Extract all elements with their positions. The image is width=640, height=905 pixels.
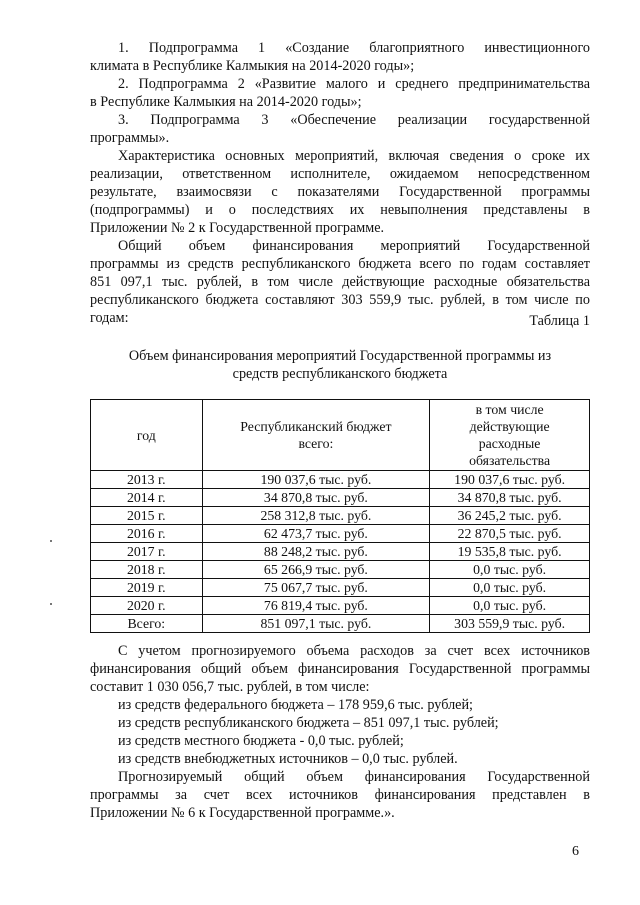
source-local: из средств местного бюджета - 0,0 тыс. рублей; bbox=[118, 733, 404, 749]
financing-table bbox=[90, 399, 590, 633]
total-line1: Общий объем финансирования мероприятий Государственной bbox=[118, 238, 590, 254]
table-row bbox=[91, 561, 590, 579]
total-line2: программы из средств республиканского бюджета всего по годам составляет bbox=[90, 256, 590, 272]
cell-year: 2020 г. bbox=[91, 597, 203, 615]
table-row bbox=[91, 579, 590, 597]
header-budget: Республиканский бюджет всего: bbox=[202, 400, 430, 471]
characteristic-line4: (подпрограммы) и о последствиях их невыполнения представлены в bbox=[90, 202, 590, 218]
page-number: 6 bbox=[572, 844, 579, 859]
table-row bbox=[91, 489, 590, 507]
characteristic-line3: результате, взаимосвязи с показателями Государственной программы bbox=[90, 184, 590, 200]
forecast-line2: финансирования общий объем финансирования Государственной программы bbox=[90, 661, 590, 677]
cell-budget: 190 037,6 тыс. руб. bbox=[202, 471, 430, 489]
cell-year: 2013 г. bbox=[91, 471, 203, 489]
source-republic: из средств республиканского бюджета – 851 097,1 тыс. рублей; bbox=[118, 715, 499, 731]
forecast-line3: составит 1 030 056,7 тыс. рублей, в том числе: bbox=[90, 679, 370, 695]
table-caption-line1: Объем финансирования мероприятий Государственной программы из bbox=[128, 348, 552, 364]
table-row bbox=[91, 597, 590, 615]
scan-mark bbox=[50, 540, 52, 542]
cell-obligations: 36 245,2 тыс. руб. bbox=[430, 507, 590, 525]
subprogram-1-line2: климата в Республике Калмыкия на 2014-2020 годы»; bbox=[90, 58, 415, 74]
closing-line3: Приложении № 6 к Государственной программе.». bbox=[90, 805, 395, 821]
characteristic-line1: Характеристика основных мероприятий, включая сведения о сроке их bbox=[118, 148, 590, 164]
cell-budget: 65 266,9 тыс. руб. bbox=[202, 561, 430, 579]
table-row bbox=[91, 471, 590, 489]
table-row bbox=[91, 615, 590, 633]
cell-year: Всего: bbox=[91, 615, 203, 633]
characteristic-line5: Приложении № 2 к Государственной программе. bbox=[90, 220, 385, 236]
table-label: Таблица 1 bbox=[529, 313, 590, 329]
cell-year: 2015 г. bbox=[91, 507, 203, 525]
header-obligations: в том числе действующие расходные обязательства bbox=[430, 400, 590, 471]
table-caption-line2: средств республиканского бюджета bbox=[232, 366, 448, 382]
cell-obligations: 303 559,9 тыс. руб. bbox=[430, 615, 590, 633]
subprogram-3-line1: 3. Подпрограмма 3 «Обеспечение реализации государственной bbox=[118, 112, 590, 128]
forecast-line1: С учетом прогнозируемого объема расходов за счет всех источников bbox=[118, 643, 590, 659]
cell-budget: 851 097,1 тыс. руб. bbox=[202, 615, 430, 633]
cell-obligations: 34 870,8 тыс. руб. bbox=[430, 489, 590, 507]
total-line5: годам: bbox=[90, 310, 129, 326]
cell-year: 2016 г. bbox=[91, 525, 203, 543]
cell-obligations: 190 037,6 тыс. руб. bbox=[430, 471, 590, 489]
cell-obligations: 0,0 тыс. руб. bbox=[430, 597, 590, 615]
scan-mark bbox=[50, 603, 52, 605]
cell-budget: 34 870,8 тыс. руб. bbox=[202, 489, 430, 507]
closing-line2: программы за счет всех источников финансирования представлен в bbox=[90, 787, 590, 803]
table-header-row bbox=[91, 400, 590, 471]
cell-year: 2019 г. bbox=[91, 579, 203, 597]
cell-budget: 258 312,8 тыс. руб. bbox=[202, 507, 430, 525]
table-row bbox=[91, 543, 590, 561]
cell-obligations: 0,0 тыс. руб. bbox=[430, 579, 590, 597]
subprogram-3-line2: программы». bbox=[90, 130, 170, 146]
cell-year: 2017 г. bbox=[91, 543, 203, 561]
cell-budget: 76 819,4 тыс. руб. bbox=[202, 597, 430, 615]
subprogram-2-line2: в Республике Калмыкия на 2014-2020 годы»; bbox=[90, 94, 362, 110]
source-federal: из средств федерального бюджета – 178 959,6 тыс. рублей; bbox=[118, 697, 473, 713]
cell-budget: 75 067,7 тыс. руб. bbox=[202, 579, 430, 597]
table-body bbox=[91, 471, 590, 633]
subprogram-1-line1: 1. Подпрограмма 1 «Создание благоприятного инвестиционного bbox=[118, 40, 590, 56]
subprogram-2-line1: 2. Подпрограмма 2 «Развитие малого и среднего предпринимательства bbox=[118, 76, 590, 92]
cell-budget: 88 248,2 тыс. руб. bbox=[202, 543, 430, 561]
header-year: год bbox=[91, 400, 203, 471]
source-extrabudget: из средств внебюджетных источников – 0,0 тыс. рублей. bbox=[118, 751, 458, 767]
closing-line1: Прогнозируемый общий объем финансирования Государственной bbox=[118, 769, 590, 785]
table-row bbox=[91, 525, 590, 543]
cell-obligations: 22 870,5 тыс. руб. bbox=[430, 525, 590, 543]
table-row bbox=[91, 507, 590, 525]
characteristic-line2: реализации, ответственном исполнителе, ожидаемом непосредственном bbox=[90, 166, 590, 182]
cell-budget: 62 473,7 тыс. руб. bbox=[202, 525, 430, 543]
cell-year: 2014 г. bbox=[91, 489, 203, 507]
total-line3: 851 097,1 тыс. рублей, в том числе действующие расходные обязательства bbox=[90, 274, 590, 290]
cell-year: 2018 г. bbox=[91, 561, 203, 579]
total-line4: республиканского бюджета составляют 303 559,9 тыс. рублей, в том числе по bbox=[90, 292, 590, 308]
cell-obligations: 19 535,8 тыс. руб. bbox=[430, 543, 590, 561]
cell-obligations: 0,0 тыс. руб. bbox=[430, 561, 590, 579]
